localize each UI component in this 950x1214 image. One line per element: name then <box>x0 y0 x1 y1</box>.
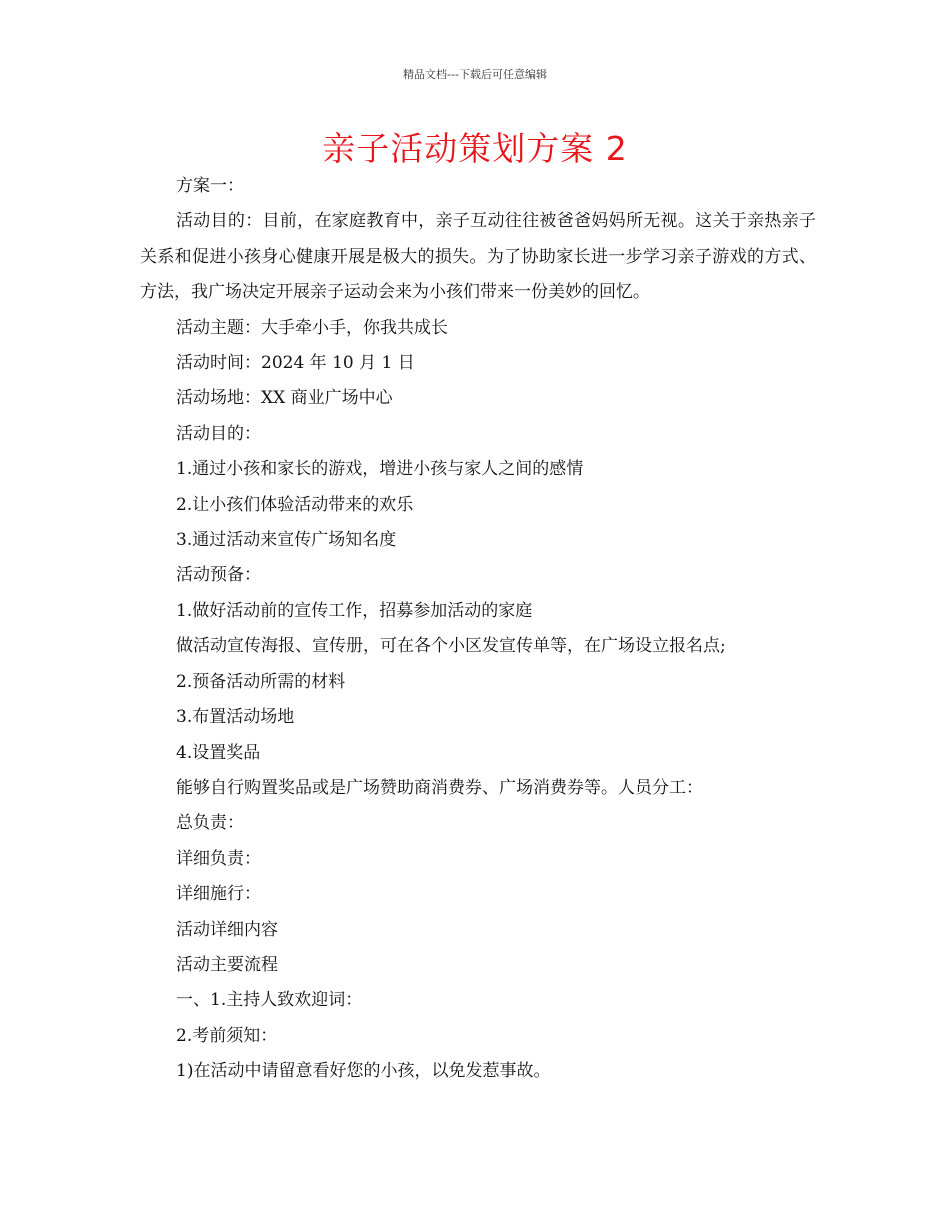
document-body <box>140 169 816 1090</box>
body-line: 活动目的： <box>176 423 261 444</box>
list-item: 2.预备活动所需的材料 <box>176 671 346 692</box>
body-line: 活动主要流程 <box>176 954 278 975</box>
body-line: 做活动宣传海报、宣传册，可在各个小区发宣传单等，在广场设立报名点; <box>176 636 726 657</box>
list-item: 2.让小孩们体验活动带来的欢乐 <box>176 494 414 515</box>
body-line: 活动预备： <box>176 565 261 586</box>
body-line: 详细负责： <box>176 848 261 869</box>
list-item: 3.通过活动来宣传广场知名度 <box>176 530 397 551</box>
list-item: 2.考前须知： <box>176 1025 278 1046</box>
list-item: 4.设置奖品 <box>176 742 261 763</box>
body-line: 总负责： <box>176 813 244 834</box>
body-line: 能够自行购置奖品或是广场赞助商消费券、广场消费券等。人员分工： <box>176 777 703 798</box>
page-header-note: 精品文档---下载后可任意编辑 <box>403 68 547 81</box>
document-title: 亲子活动策划方案 2 <box>322 129 628 168</box>
body-line: 活动主题：大手牵小手，你我共成长 <box>176 317 448 338</box>
body-line: 方案一： <box>176 176 244 196</box>
body-line: 活动场地：XX 商业广场中心 <box>176 388 393 409</box>
body-line: 活动详细内容 <box>176 919 278 940</box>
list-item: 一、1.主持人致欢迎词： <box>176 990 363 1011</box>
body-line: 详细施行： <box>176 884 261 905</box>
list-item: 1)在活动中请留意看好您的小孩，以免发惹事故。 <box>176 1061 551 1082</box>
body-paragraph: 活动目的：目前，在家庭教育中，亲子互动往往被爸爸妈妈所无视。这关于亲热亲子关系和促进小孩身心健康开展是极大的损失。为了协助家长进一步学习亲子游戏的方式、方法，我广场决定开展亲子运动会来为小孩们带来一份美妙的回忆。 <box>140 211 816 303</box>
list-item: 1.做好活动前的宣传工作，招募参加活动的家庭 <box>176 600 533 621</box>
list-item: 3.布置活动场地 <box>176 707 295 728</box>
body-line: 活动时间：2024 年 10 月 1 日 <box>176 353 415 374</box>
list-item: 1.通过小孩和家长的游戏，增进小孩与家人之间的感情 <box>176 459 584 480</box>
